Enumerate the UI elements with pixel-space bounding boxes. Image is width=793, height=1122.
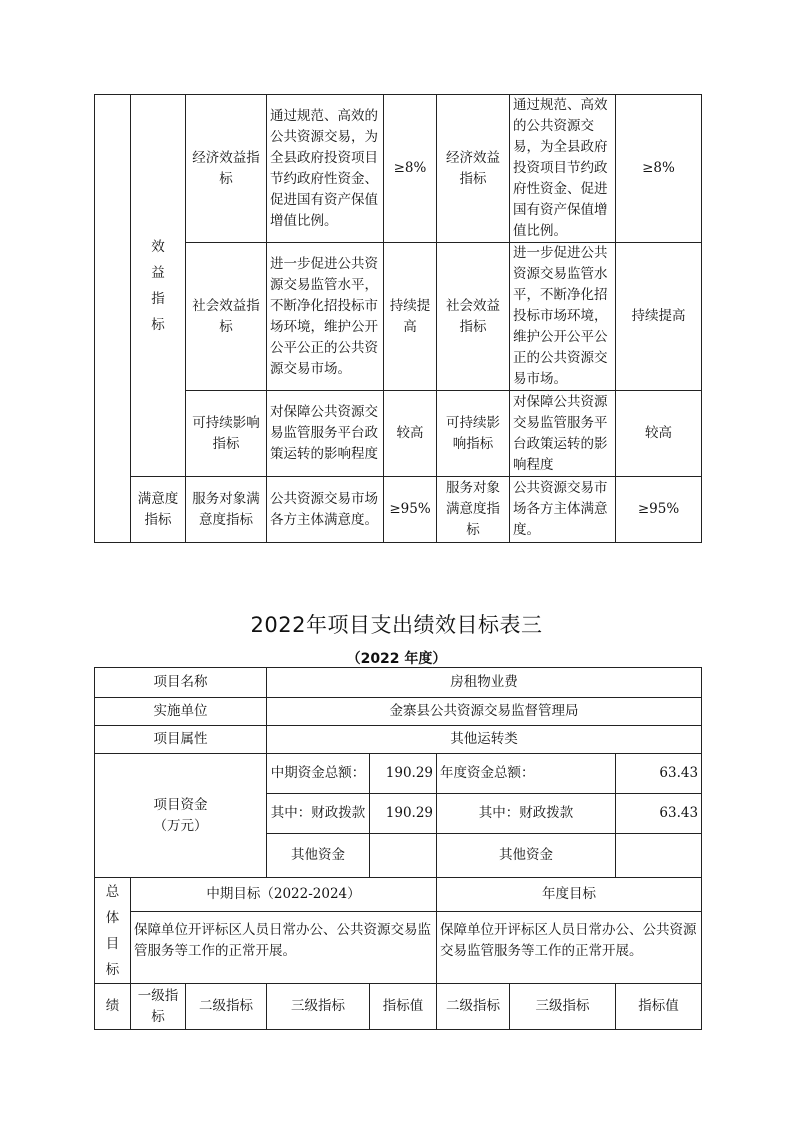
economic-annual-desc: 通过规范、高效的公共资源交易，为全县政府投资项目节约政府性资金、促进国有资产保值增值比例。 bbox=[510, 95, 616, 243]
overall-goal-char: 总 bbox=[105, 883, 120, 900]
annual-value-header: 指标值 bbox=[616, 984, 702, 1030]
social-annual-value: 持续提高 bbox=[616, 243, 702, 391]
mid-fiscal-label: 其中：财政拨款 bbox=[267, 794, 370, 834]
economic-indicator-label: 经济效益指标 bbox=[186, 95, 267, 243]
mid-fiscal-value: 190.29 bbox=[370, 794, 437, 834]
economic-annual-indicator: 经济效益指标 bbox=[437, 95, 510, 243]
satisfaction-annual-desc: 公共资源交易市场各方主体满意度。 bbox=[510, 477, 616, 543]
project-name-value: 房租物业费 bbox=[267, 668, 702, 698]
table-row bbox=[95, 912, 702, 984]
performance-target-table bbox=[94, 667, 702, 1030]
social-annual-desc: 进一步促进公共资源交易监管水平，不断净化招投标市场环境，维护公开公平公正的公共资源交易市场。 bbox=[510, 243, 616, 391]
sustain-annual-desc: 对保障公共资源交易监管服务平台政策运转的影响程度 bbox=[510, 391, 616, 477]
mid-goal-header: 中期目标（2022-2024） bbox=[131, 878, 437, 912]
sustain-annual-indicator: 可持续影响指标 bbox=[437, 391, 510, 477]
satisfaction-indicator-label: 服务对象满意度指标 bbox=[186, 477, 267, 543]
annual-fiscal-value: 63.43 bbox=[616, 794, 702, 834]
table-row bbox=[95, 668, 702, 698]
table-row bbox=[95, 243, 702, 391]
satisfaction-annual-value: ≥95% bbox=[616, 477, 702, 543]
satisfaction-mid-value: ≥95% bbox=[384, 477, 437, 543]
annual-level3-header: 三级指标 bbox=[510, 984, 616, 1030]
annual-goal-text: 保障单位开评标区人员日常办公、公共资源交易监管服务等工作的正常开展。 bbox=[437, 912, 702, 984]
economic-mid-value: ≥8% bbox=[384, 95, 437, 243]
table-row bbox=[95, 95, 702, 243]
annual-goal-header: 年度目标 bbox=[437, 878, 702, 912]
benefit-char: 益 bbox=[151, 264, 165, 281]
social-indicator-label: 社会效益指标 bbox=[186, 243, 267, 391]
economic-annual-value: ≥8% bbox=[616, 95, 702, 243]
annual-total-value: 63.43 bbox=[616, 754, 702, 794]
mid-total-label: 中期资金总额： bbox=[267, 754, 370, 794]
mid-goal-text: 保障单位开评标区人员日常办公、公共资源交易监管服务等工作的正常开展。 bbox=[131, 912, 437, 984]
social-mid-desc: 进一步促进公共资源交易监管水平，不断净化招投标市场环境，维护公开公平公正的公共资源交易市场。 bbox=[267, 243, 384, 391]
table-row bbox=[95, 477, 702, 543]
overall-goal-char: 标 bbox=[105, 961, 120, 978]
mid-total-value: 190.29 bbox=[370, 754, 437, 794]
implementing-unit-label: 实施单位 bbox=[95, 698, 267, 726]
overall-goal-char: 体 bbox=[105, 909, 120, 926]
project-attribute-label: 项目属性 bbox=[95, 726, 267, 754]
satisfaction-mid-desc: 公共资源交易市场各方主体满意度。 bbox=[267, 477, 384, 543]
satisfaction-annual-indicator: 服务对象满意度指标 bbox=[437, 477, 510, 543]
annual-other-label: 其他资金 bbox=[437, 834, 616, 878]
project-funds-label: 项目资金 bbox=[153, 796, 208, 813]
level1-header: 一级指标 bbox=[131, 984, 186, 1030]
satisfaction-level1: 满意度指标 bbox=[131, 477, 186, 543]
sustain-indicator-label: 可持续影响指标 bbox=[186, 391, 267, 477]
benefit-char: 指 bbox=[151, 290, 165, 307]
overall-goal-char: 目 bbox=[105, 935, 120, 952]
page-subtitle: （2022 年度） bbox=[346, 651, 447, 667]
benefit-group-cell bbox=[131, 95, 186, 477]
project-funds-cell bbox=[95, 754, 267, 878]
table-row bbox=[95, 878, 702, 912]
annual-other-value bbox=[616, 834, 702, 878]
project-attribute-value: 其他运转类 bbox=[267, 726, 702, 754]
sustain-mid-value: 较高 bbox=[384, 391, 437, 477]
benefit-char: 效 bbox=[151, 238, 165, 255]
annual-fiscal-label: 其中：财政拨款 bbox=[437, 794, 616, 834]
mid-other-label: 其他资金 bbox=[267, 834, 370, 878]
value-header: 指标值 bbox=[370, 984, 437, 1030]
implementing-unit-value: 金寨县公共资源交易监督管理局 bbox=[267, 698, 702, 726]
mid-other-value bbox=[370, 834, 437, 878]
social-mid-value: 持续提高 bbox=[384, 243, 437, 391]
overall-goal-label bbox=[95, 878, 131, 984]
level2-header: 二级指标 bbox=[186, 984, 267, 1030]
project-funds-unit: （万元） bbox=[153, 817, 208, 834]
table-row bbox=[95, 984, 702, 1030]
table-row bbox=[95, 726, 702, 754]
level3-header: 三级指标 bbox=[267, 984, 370, 1030]
sustain-annual-value: 较高 bbox=[616, 391, 702, 477]
table-row bbox=[95, 391, 702, 477]
economic-mid-desc: 通过规范、高效的公共资源交易，为全县政府投资项目节约政府性资金、促进国有资产保值增值比例。 bbox=[267, 95, 384, 243]
perf-column-cell bbox=[95, 95, 131, 543]
social-annual-indicator: 社会效益指标 bbox=[437, 243, 510, 391]
page-title: 2022年项目支出绩效目标表三 bbox=[250, 613, 543, 637]
perf-header: 绩 bbox=[95, 984, 131, 1030]
annual-total-label: 年度资金总额： bbox=[437, 754, 616, 794]
benefit-indicator-table bbox=[94, 94, 702, 543]
project-name-label: 项目名称 bbox=[95, 668, 267, 698]
table-row bbox=[95, 698, 702, 726]
sustain-mid-desc: 对保障公共资源交易监管服务平台政策运转的影响程度 bbox=[267, 391, 384, 477]
table-row bbox=[95, 754, 702, 794]
benefit-char: 标 bbox=[151, 316, 165, 333]
annual-level2-header: 二级指标 bbox=[437, 984, 510, 1030]
